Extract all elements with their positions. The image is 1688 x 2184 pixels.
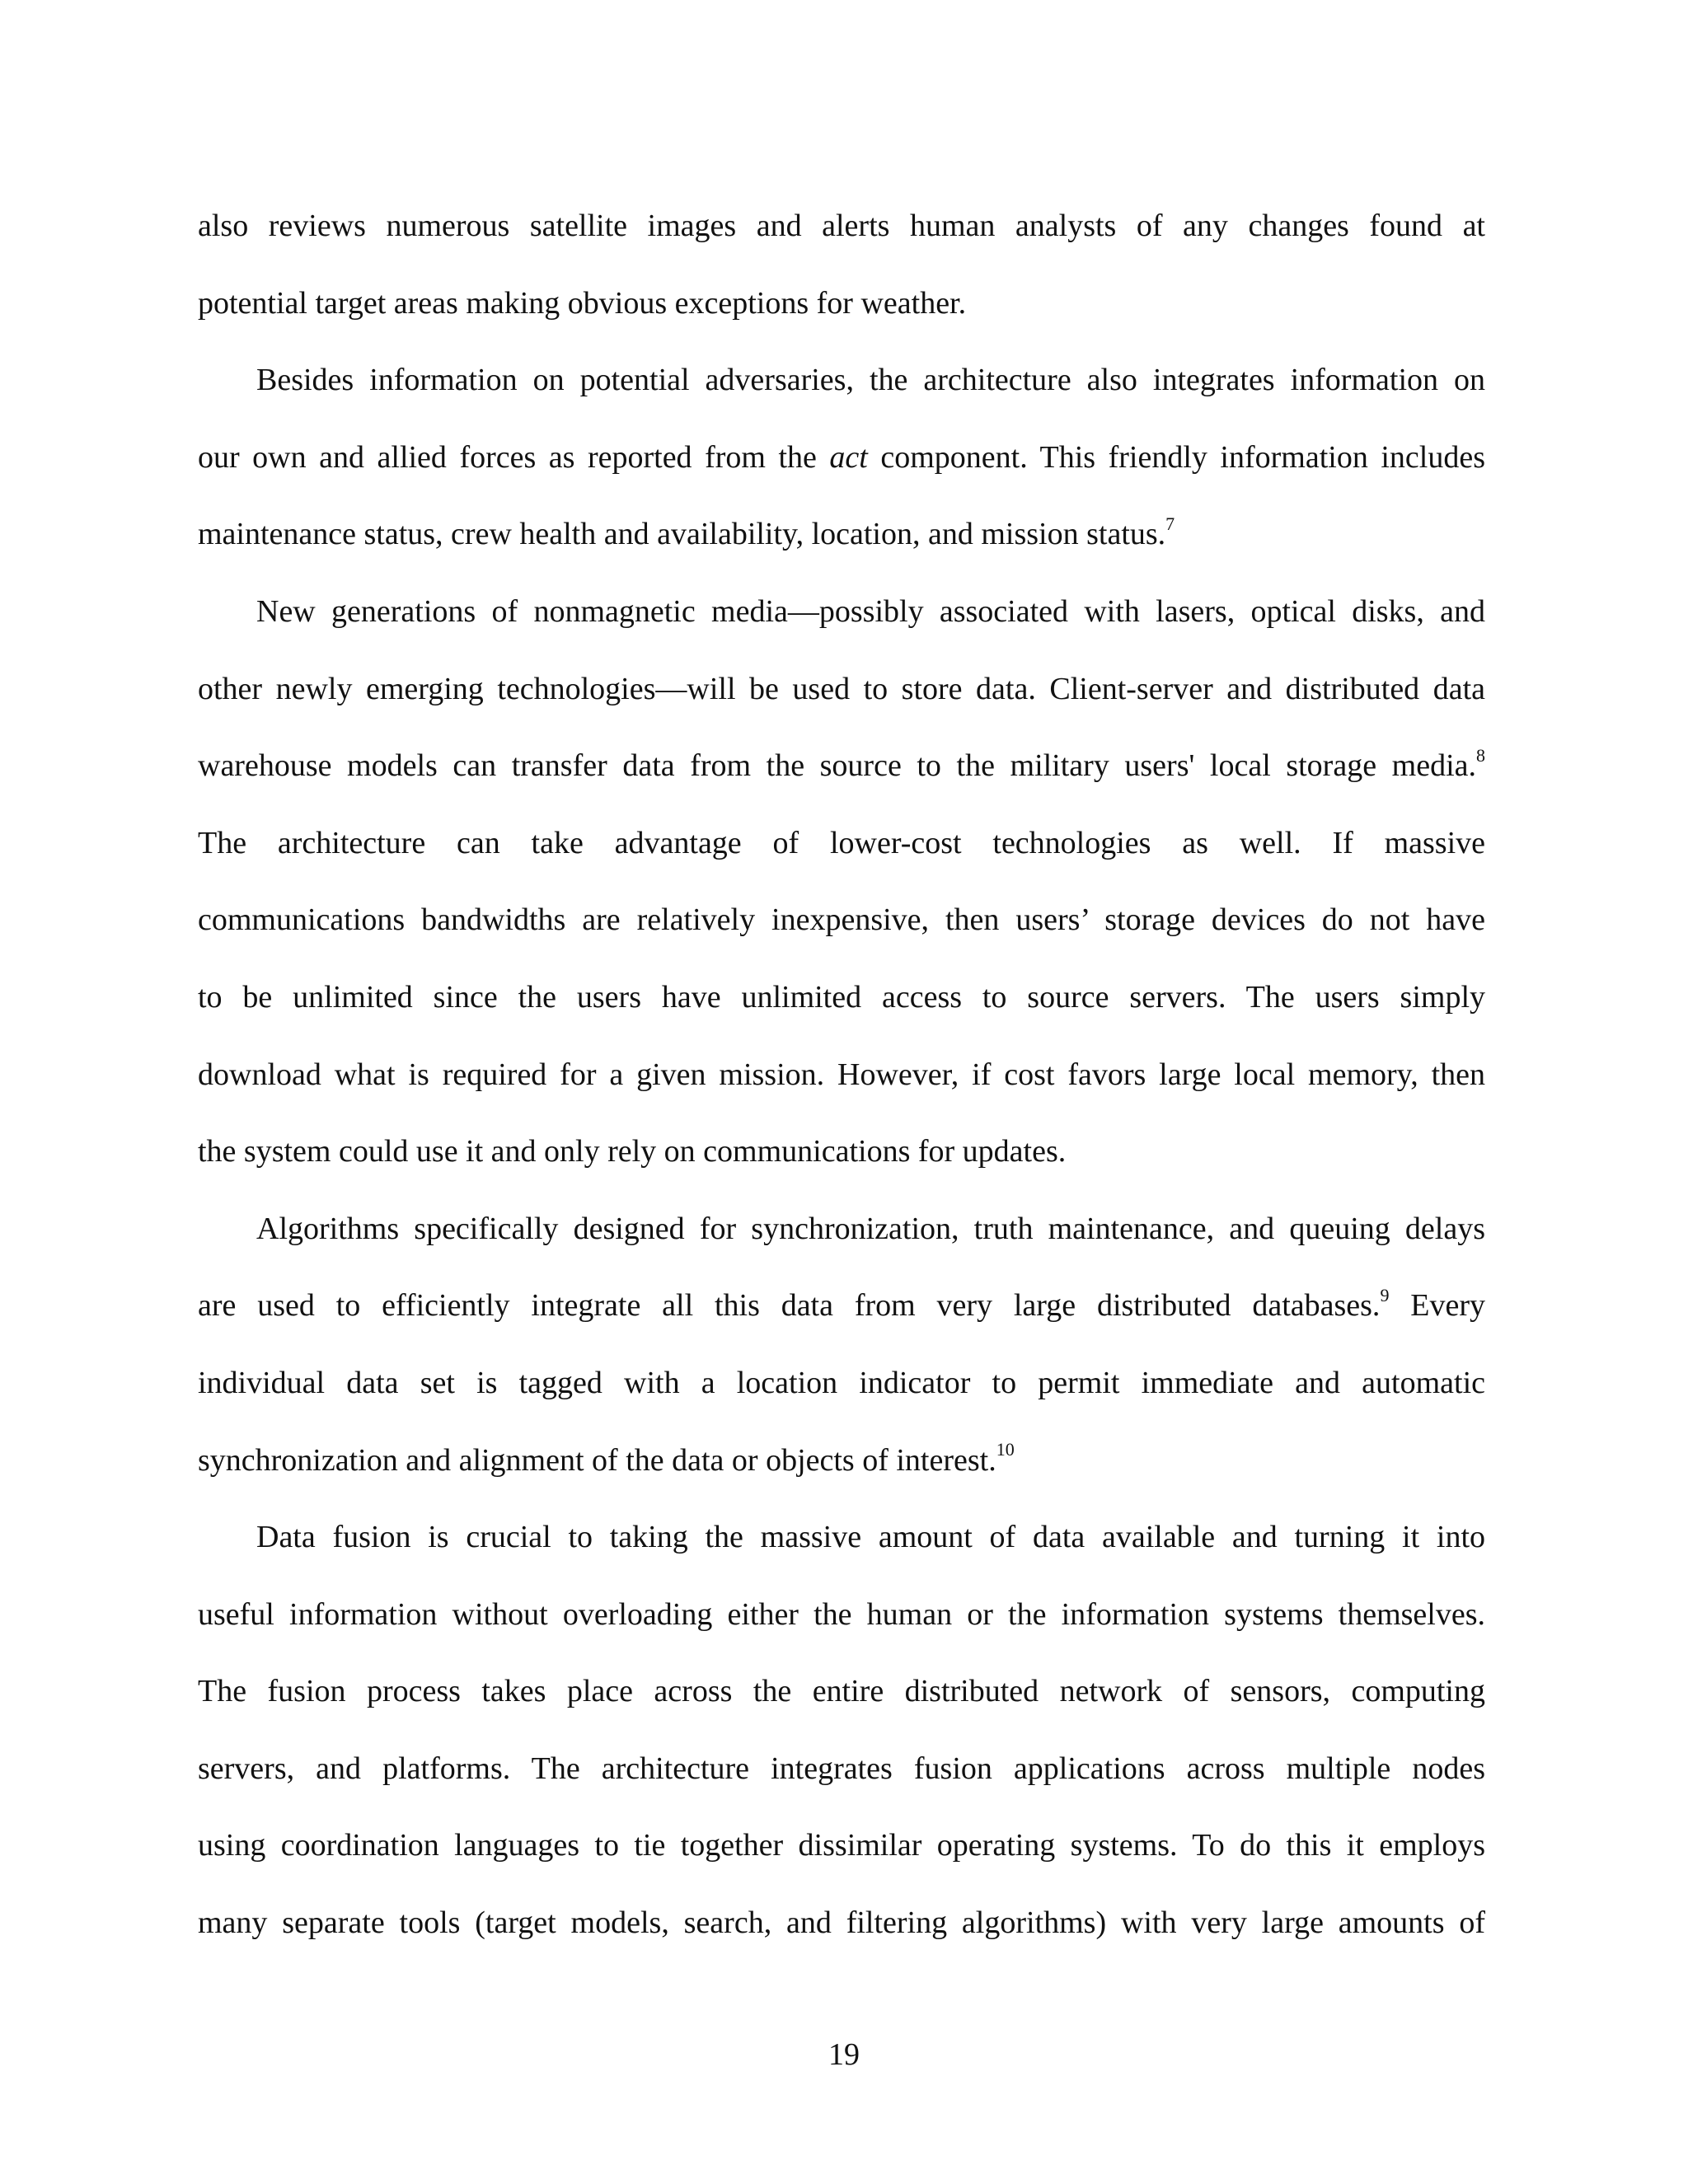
line-text: are used to efficiently integrate all this data from very large distributed databases. [198, 1288, 1381, 1324]
text-line [198, 1577, 1485, 1654]
text-line [198, 1807, 1485, 1885]
line-text: The fusion process takes place across the entire distributed network of sensors, computing [198, 1674, 1485, 1709]
footnote-marker: 10 [996, 1438, 1015, 1460]
footnote-marker: 7 [1165, 513, 1175, 534]
line-text: Besides information on potential adversaries, the architecture also integrates information on [256, 363, 1485, 398]
footnote-marker: 8 [1476, 744, 1485, 766]
text-line [198, 882, 1485, 959]
line-text: the system could use it and only rely on communications for updates. [198, 1134, 1067, 1169]
text-line [198, 574, 1485, 651]
text-line [198, 419, 1485, 497]
line-text: component. This friendly information includes [867, 439, 1485, 475]
text-line [198, 342, 1485, 419]
italic-term: act [829, 439, 868, 475]
line-text: many separate tools (target models, search, and filtering algorithms) with very large amounts of [198, 1905, 1485, 1941]
line-text: servers, and platforms. The architecture integrates fusion applications across multiple nodes [198, 1750, 1485, 1786]
line-text: maintenance status, crew health and availability, location, and mission status. [198, 517, 1166, 552]
line-text: New generations of nonmagnetic media—possibly associated with lasers, optical disks, and [256, 593, 1485, 629]
line-text: Algorithms specifically designed for synchronization, truth maintenance, and queuing delays [256, 1211, 1485, 1246]
text-line [198, 1422, 1485, 1500]
text-line [198, 188, 1485, 265]
text-line [198, 1653, 1485, 1731]
line-text: other newly emerging technologies—will be used to store data. Client-server and distributed data [198, 671, 1485, 706]
line-text: communications bandwidths are relatively inexpensive, then users’ storage devices do not have [198, 902, 1485, 938]
line-text: potential target areas making obvious exceptions for weather. [198, 285, 967, 321]
line-text: using coordination languages to tie together dissimilar operating systems. To do this it employs [198, 1828, 1485, 1863]
text-line [198, 959, 1485, 1037]
line-text: individual data set is tagged with a location indicator to permit immediate and automatic [198, 1365, 1485, 1400]
text-line [198, 1191, 1485, 1268]
line-text: download what is required for a given mission. However, if cost favors large local memory, then [198, 1057, 1485, 1092]
text-line [198, 1037, 1485, 1114]
line-text: Data fusion is crucial to taking the massive amount of data available and turning it into [256, 1520, 1485, 1555]
text-line [198, 728, 1485, 805]
text-line [198, 1113, 1485, 1191]
page-number: 19 [828, 2037, 860, 2072]
text-line [198, 651, 1485, 729]
text-line [198, 1345, 1485, 1422]
line-text: our own and allied forces as reported from the [198, 439, 830, 475]
line-text: The architecture can take advantage of lower-cost technologies as well. If massive [198, 825, 1485, 860]
body-text [198, 188, 1485, 1962]
text-line [198, 1268, 1485, 1345]
line-text: warehouse models can transfer data from the source to the military users' local storage media. [198, 748, 1476, 784]
text-line [198, 496, 1485, 574]
text-line [198, 1885, 1485, 1962]
line-text: synchronization and alignment of the data or objects of interest. [198, 1442, 996, 1478]
footnote-marker: 9 [1380, 1284, 1390, 1305]
line-text: also reviews numerous satellite images and alerts human analysts of any changes found at [198, 209, 1485, 243]
text-line [198, 805, 1485, 883]
line-text: useful information without overloading either the human or the information systems themselves. [198, 1596, 1485, 1632]
line-text: Every [1389, 1288, 1486, 1324]
line-text: to be unlimited since the users have unlimited access to source servers. The users simply [198, 979, 1485, 1015]
text-line [198, 1731, 1485, 1808]
text-line [198, 265, 1485, 343]
text-line [198, 1499, 1485, 1577]
